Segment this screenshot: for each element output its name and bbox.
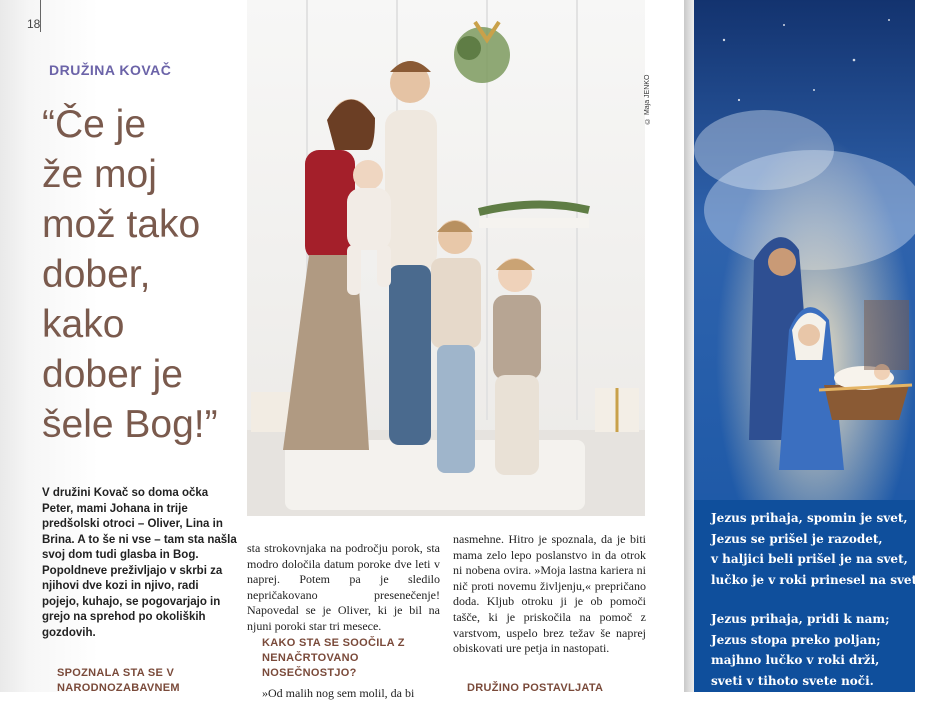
quote-line: “Če je [42,103,147,146]
body-column-3: nasmehne. Hitro je spoznala, da je biti mama zelo lepo poslanstvo in da otrok ni nobena ovira. »Moja lastna kariera ni nič proti novemu življenju,« prepričano doda. Kljub otroku ji je ob pomoči tašče, ki je priskočila na pomoč z varstvom, uspelo brez težav še naprej obiskovati ure petja in nastopati. [453,532,646,656]
poem-line: sveti v tihoto svete noči. [711,673,874,688]
quote-line: šele Bog!” [42,403,218,446]
poem [711,508,922,691]
quote-line: mož tako [42,203,201,246]
poem-line: Jezus prihaja, spomin je svet, [711,511,908,525]
spine-gutter [684,0,694,692]
page-number-rule [40,0,41,32]
section-subhead: DRUŽINO POSTAVLJATA [467,682,604,694]
nativity-painting [694,0,915,500]
poem-line: Jezus prihaja, pridi k nam; [711,612,890,626]
poem-line: majhno lučko v roki drži, [711,653,880,667]
body-column-2: sta strokovnjaka na področju porok, sta modro določila datum poroke dve leti v naprej. Potem pa je sledilo nepričakovano presenečenje! Napovedal se je Oliver, ki je bil na njuni poroki star tri mesece. [247,541,440,633]
family-photo-illustration [247,0,645,516]
photo-credit: © Maja JENKO [644,74,651,124]
quote-line: že moj [42,153,157,196]
poem-line: Jezus se prišel je razodet, [711,531,883,546]
poem-line: v haljici beli prišel je na svet, [711,552,908,566]
intro-paragraph: V družini Kovač so doma očka Peter, mami Johana in trije predšolski otroci – Oliver, Lina in Brina. A to še ni vse – tam sta našla svoj dom tudi glasba in Bog. Popoldneve preživljajo v skrbi za njihovi dve kozi in njivo, radi pojejo, kuhajo, se pogovarjajo in grejo na sprehod po okoliških gozdovih. [42,487,237,639]
stanza-gap [711,590,911,609]
family-photo [247,0,645,516]
section-subhead: KAKO STA SE SOOČILA Z NENAČRTOVANO NOSEČNOSTJO? [262,637,405,679]
quote-line: dober, [42,253,151,296]
quote-line: kako [42,303,125,346]
section-subhead: SPOZNALA STA SE V NARODNOZABAVNEM [57,667,180,694]
poem-line: Jezus stopa preko poljan; [711,632,881,647]
article-kicker: DRUŽINA KOVAČ [49,62,172,78]
pull-quote [42,100,247,450]
poem-line: lučko je v roki prinesel na svet. [711,572,922,587]
quote-line: dober je [42,353,183,396]
body-column-2-continued: »Od malih nog sem molil, da bi [262,686,415,700]
page-number: 18 [27,17,41,31]
